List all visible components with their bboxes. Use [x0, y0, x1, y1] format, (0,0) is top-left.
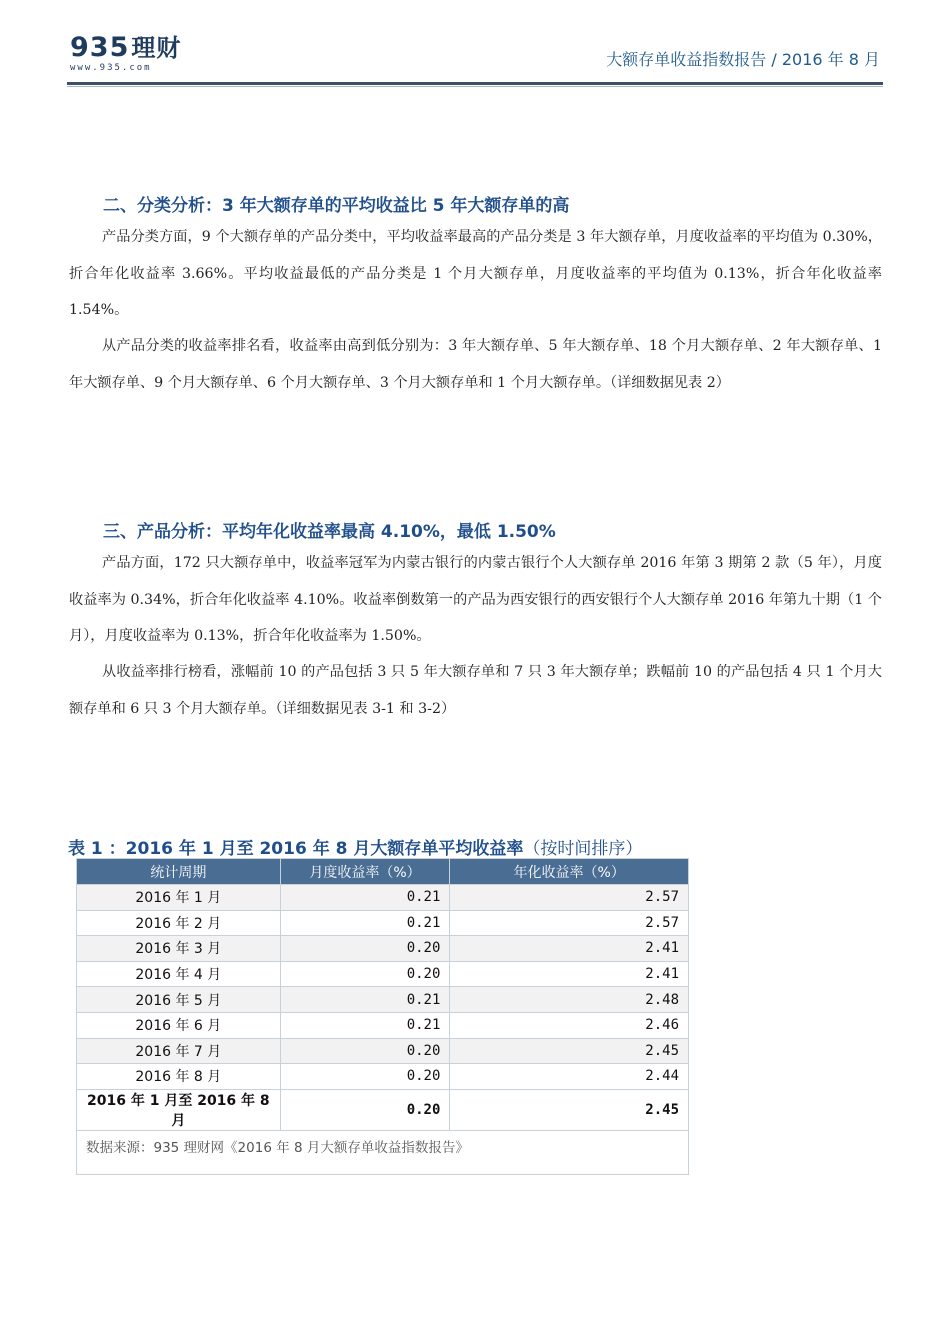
monthly-yield-cell: 0.20 — [280, 961, 450, 987]
table-source-row — [77, 1130, 689, 1174]
yield-table — [76, 858, 689, 1175]
logo-url: www.935.com — [70, 63, 152, 73]
annual-yield-cell: 2.41 — [450, 936, 689, 962]
total-period-cell: 2016 年 1 月至 2016 年 8 月 — [77, 1089, 281, 1130]
annual-yield-cell: 2.45 — [450, 1038, 689, 1064]
period-cell: 2016 年 3 月 — [77, 936, 281, 962]
table-row — [77, 885, 689, 911]
period-cell: 2016 年 2 月 — [77, 910, 281, 936]
table-row — [77, 936, 689, 962]
period-cell: 2016 年 6 月 — [77, 1012, 281, 1038]
period-cell: 2016 年 8 月 — [77, 1064, 281, 1090]
table-row — [77, 1064, 689, 1090]
brand-logo[interactable] — [70, 34, 181, 73]
period-cell: 2016 年 4 月 — [77, 961, 281, 987]
column-header-monthly-yield: 月度收益率（%） — [280, 859, 450, 885]
section-2-paragraph-1: 产品分类方面，9 个大额存单的产品分类中，平均收益率最高的产品分类是 3 年大额存单，月度收益率的平均值为 0.30%，折合年化收益率 3.66%。平均收益最低的产品分类是 1 个月大额存单，月度收益率的平均值为 0.13%，折合年化收益率 1.54%。 — [69, 229, 882, 318]
table-1-title-sort-note: （按时间排序） — [523, 839, 643, 859]
page-header — [0, 0, 950, 100]
monthly-yield-cell: 0.21 — [280, 910, 450, 936]
total-annual-yield-cell: 2.45 — [450, 1089, 689, 1130]
section-2-heading: 二、分类分析：3 年大额存单的平均收益比 5 年大额存单的高 — [103, 196, 570, 216]
table-total-row — [77, 1089, 689, 1130]
header-divider-thin — [67, 86, 883, 87]
section-2-paragraph-2: 从产品分类的收益率排名看，收益率由高到低分别为：3 年大额存单、5 年大额存单、18 个月大额存单、2 年大额存单、1 年大额存单、9 个月大额存单、6 个月大额存单、3 个月大额存单和 1 个月大额存单。（详细数据见表 2） — [69, 338, 882, 391]
table-header-row — [77, 859, 689, 885]
monthly-yield-cell: 0.21 — [280, 885, 450, 911]
monthly-yield-cell: 0.21 — [280, 987, 450, 1013]
period-cell: 2016 年 1 月 — [77, 885, 281, 911]
annual-yield-cell: 2.46 — [450, 1012, 689, 1038]
table-row — [77, 961, 689, 987]
logo-number: 935 — [70, 32, 130, 63]
data-source-note: 数据来源：935 理财网《2016 年 8 月大额存单收益指数报告》 — [77, 1130, 689, 1174]
period-cell: 2016 年 5 月 — [77, 987, 281, 1013]
table-1-title — [68, 834, 642, 859]
table-row — [77, 1038, 689, 1064]
annual-yield-cell: 2.57 — [450, 885, 689, 911]
section-3-heading: 三、产品分析：平均年化收益率最高 4.10%，最低 1.50% — [103, 522, 556, 542]
section-3-paragraph-2: 从收益率排行榜看，涨幅前 10 的产品包括 3 只 5 年大额存单和 7 只 3 年大额存单；跌幅前 10 的产品包括 4 只 1 个月大额存单和 6 只 3 个月大额存单。（详细数据见表 3-1 和 3-2） — [69, 664, 882, 717]
annual-yield-cell: 2.41 — [450, 961, 689, 987]
annual-yield-cell: 2.44 — [450, 1064, 689, 1090]
column-header-period: 统计周期 — [77, 859, 281, 885]
table-1-title-main: 表 1 ：2016 年 1 月至 2016 年 8 月大额存单平均收益率 — [68, 839, 524, 859]
annual-yield-cell: 2.48 — [450, 987, 689, 1013]
monthly-yield-cell: 0.20 — [280, 1038, 450, 1064]
table-row — [77, 1012, 689, 1038]
period-cell: 2016 年 7 月 — [77, 1038, 281, 1064]
monthly-yield-cell: 0.20 — [280, 1064, 450, 1090]
report-title: 大额存单收益指数报告 / 2016 年 8 月 — [606, 50, 880, 69]
total-monthly-yield-cell: 0.20 — [280, 1089, 450, 1130]
annual-yield-cell: 2.57 — [450, 910, 689, 936]
header-divider — [67, 82, 883, 85]
section-3-paragraph-1: 产品方面，172 只大额存单中，收益率冠军为内蒙古银行的内蒙古银行个人大额存单 2016 年第 3 期第 2 款（5 年），月度收益率为 0.34%，折合年化收益率 4.10%。收益率倒数第一的产品为西安银行的西安银行个人大额存单 2016 年第九十期（1 个月），月度收益率为 0.13%，折合年化收益率为 1.50%。 — [69, 555, 882, 644]
logo-chinese: 理财 — [131, 34, 182, 62]
column-header-annual-yield: 年化收益率（%） — [450, 859, 689, 885]
monthly-yield-cell: 0.21 — [280, 1012, 450, 1038]
table-row — [77, 910, 689, 936]
logo-wordmark — [70, 34, 181, 62]
table-row — [77, 987, 689, 1013]
monthly-yield-cell: 0.20 — [280, 936, 450, 962]
